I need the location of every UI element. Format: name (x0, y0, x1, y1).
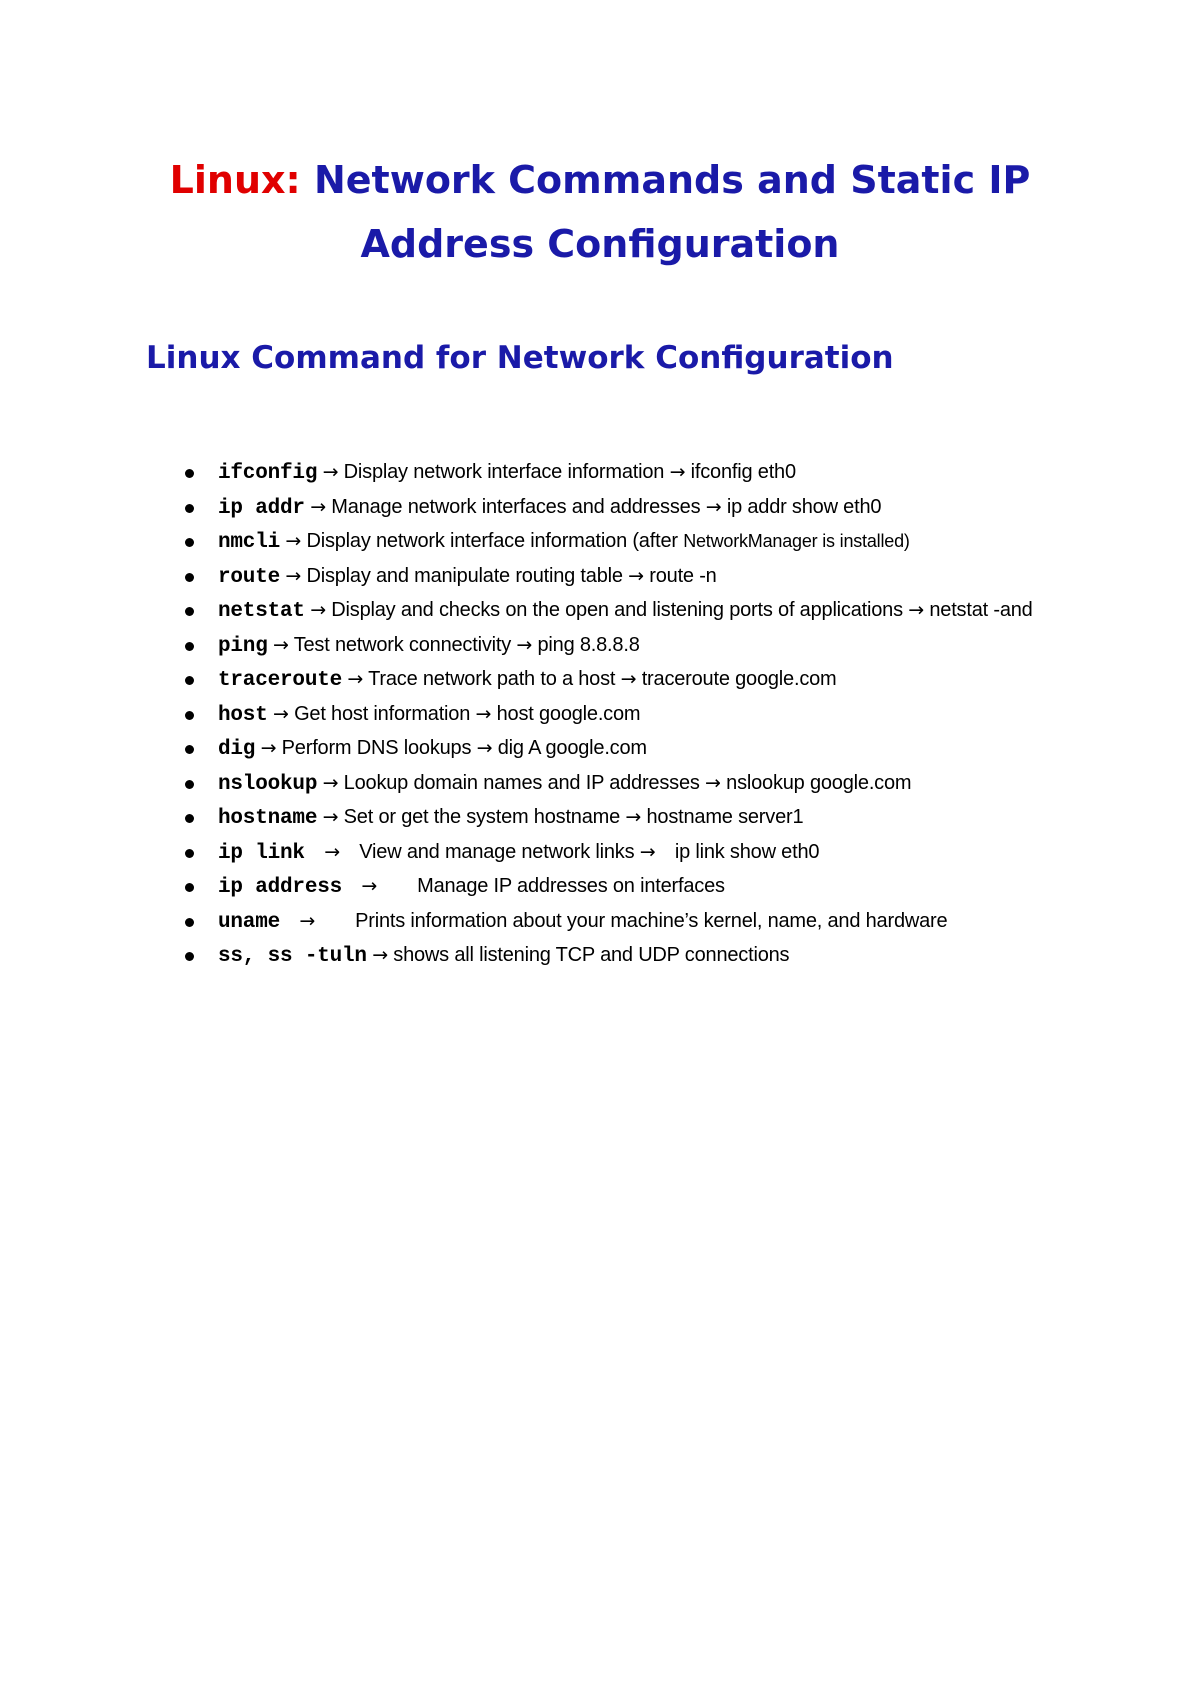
arrow-icon: → (285, 564, 302, 587)
arrow-icon: → (639, 840, 656, 863)
arrow-icon: → (322, 806, 339, 828)
list-item (180, 560, 1080, 595)
arrow-icon: → (310, 495, 326, 518)
command-description: Get host information (294, 702, 471, 725)
command-name: ifconfig (218, 462, 318, 485)
arrow-icon: → (475, 702, 492, 725)
command-example: dig A google.com (497, 737, 647, 759)
title-line2: Address Configuration (360, 222, 840, 266)
command-name: traceroute (218, 669, 343, 692)
command-example: ifconfig eth0 (690, 461, 796, 483)
bullet-icon (185, 504, 194, 513)
command-description: View and manage network links (359, 840, 635, 863)
bullet-icon (185, 469, 194, 478)
list-item (180, 698, 1080, 733)
title-line1: Network Commands and Static IP (313, 158, 1031, 202)
arrow-icon: → (625, 806, 642, 828)
command-description: Display network interface information (after (306, 530, 678, 552)
command-name: hostname (218, 807, 318, 830)
command-example: ip addr show eth0 (726, 495, 882, 518)
arrow-icon: → (908, 599, 924, 621)
arrow-icon: → (324, 840, 340, 863)
bullet-icon (185, 573, 194, 582)
command-example: traceroute google.com (641, 668, 837, 690)
arrow-icon: → (299, 909, 316, 932)
section-heading: Linux Command for Network Configuration (146, 340, 894, 376)
command-name: netstat (218, 600, 305, 623)
command-name: ip addr (218, 496, 305, 520)
command-example: host google.com (496, 702, 641, 725)
bullet-icon (185, 607, 194, 616)
list-item (180, 456, 1080, 491)
command-description: Lookup domain names and IP addresses (343, 771, 700, 794)
arrow-icon: → (272, 633, 289, 656)
arrow-icon: → (322, 771, 339, 794)
command-description: Test network connectivity (293, 633, 512, 656)
list-item (180, 594, 1080, 629)
bullet-icon (185, 642, 194, 651)
bullet-icon (185, 745, 194, 754)
list-item (180, 801, 1080, 836)
command-description: Display network interface information (343, 461, 665, 483)
command-name: ss, ss -tuln (218, 945, 367, 968)
arrow-icon: → (310, 599, 326, 621)
command-description: Manage IP addresses on interfaces (417, 875, 725, 897)
command-name: ping (218, 634, 268, 658)
arrow-icon: → (705, 771, 721, 794)
list-item (180, 905, 1080, 940)
arrow-icon: → (272, 702, 289, 725)
list-item (180, 663, 1080, 698)
command-example: route -n (649, 564, 717, 587)
command-description: Perform DNS lookups (281, 737, 472, 759)
bullet-icon (185, 676, 194, 685)
command-description: Trace network path to a host (368, 668, 616, 690)
list-item (180, 836, 1080, 871)
arrow-icon: → (372, 944, 388, 966)
list-item (180, 629, 1080, 664)
command-example: ping 8.8.8.8 (537, 633, 640, 656)
arrow-icon: → (669, 461, 686, 483)
list-item (180, 939, 1080, 974)
command-name: host (218, 703, 268, 727)
bullet-icon (185, 883, 194, 892)
command-description: Set or get the system hostname (343, 806, 621, 828)
bullet-icon (185, 711, 194, 720)
command-name: dig (218, 738, 256, 761)
command-name: nslookup (218, 772, 318, 796)
command-description: Manage network interfaces and addresses (331, 495, 701, 518)
bullet-icon (185, 849, 194, 858)
command-description: Prints information about your machine’s kernel, name, and hardware (355, 909, 948, 932)
arrow-icon: → (705, 495, 722, 518)
command-name: ip link (218, 841, 305, 865)
list-item (180, 870, 1080, 905)
bullet-icon (185, 538, 194, 547)
command-note: NetworkManager is installed) (683, 531, 910, 551)
list-item (180, 732, 1080, 767)
command-name: uname (218, 910, 281, 934)
command-example: nslookup google.com (726, 771, 912, 794)
command-example: ip link show eth0 (674, 840, 820, 863)
list-item (180, 767, 1080, 802)
bullet-icon (185, 952, 194, 961)
arrow-icon: → (628, 564, 644, 587)
bullet-icon (185, 918, 194, 927)
list-item (180, 491, 1080, 526)
document-title (0, 148, 1200, 276)
arrow-icon: → (516, 633, 533, 656)
arrow-icon: → (361, 875, 378, 897)
arrow-icon: → (476, 737, 493, 759)
command-name: nmcli (218, 531, 281, 554)
command-example: netstat -and (929, 599, 1033, 621)
arrow-icon: → (347, 668, 364, 690)
command-description: Display and checks on the open and listening ports of applications (331, 599, 903, 621)
command-example: hostname server1 (646, 806, 804, 828)
command-name: route (218, 565, 281, 589)
arrow-icon: → (285, 530, 302, 552)
arrow-icon: → (322, 461, 339, 483)
list-item (180, 525, 1080, 560)
bullet-icon (185, 780, 194, 789)
title-prefix: Linux: (169, 158, 301, 202)
command-description: Display and manipulate routing table (306, 564, 623, 587)
command-list (180, 456, 1080, 974)
arrow-icon: → (620, 668, 637, 690)
bullet-icon (185, 814, 194, 823)
arrow-icon: → (260, 737, 277, 759)
command-name: ip address (218, 876, 343, 899)
command-description: shows all listening TCP and UDP connections (393, 944, 790, 966)
